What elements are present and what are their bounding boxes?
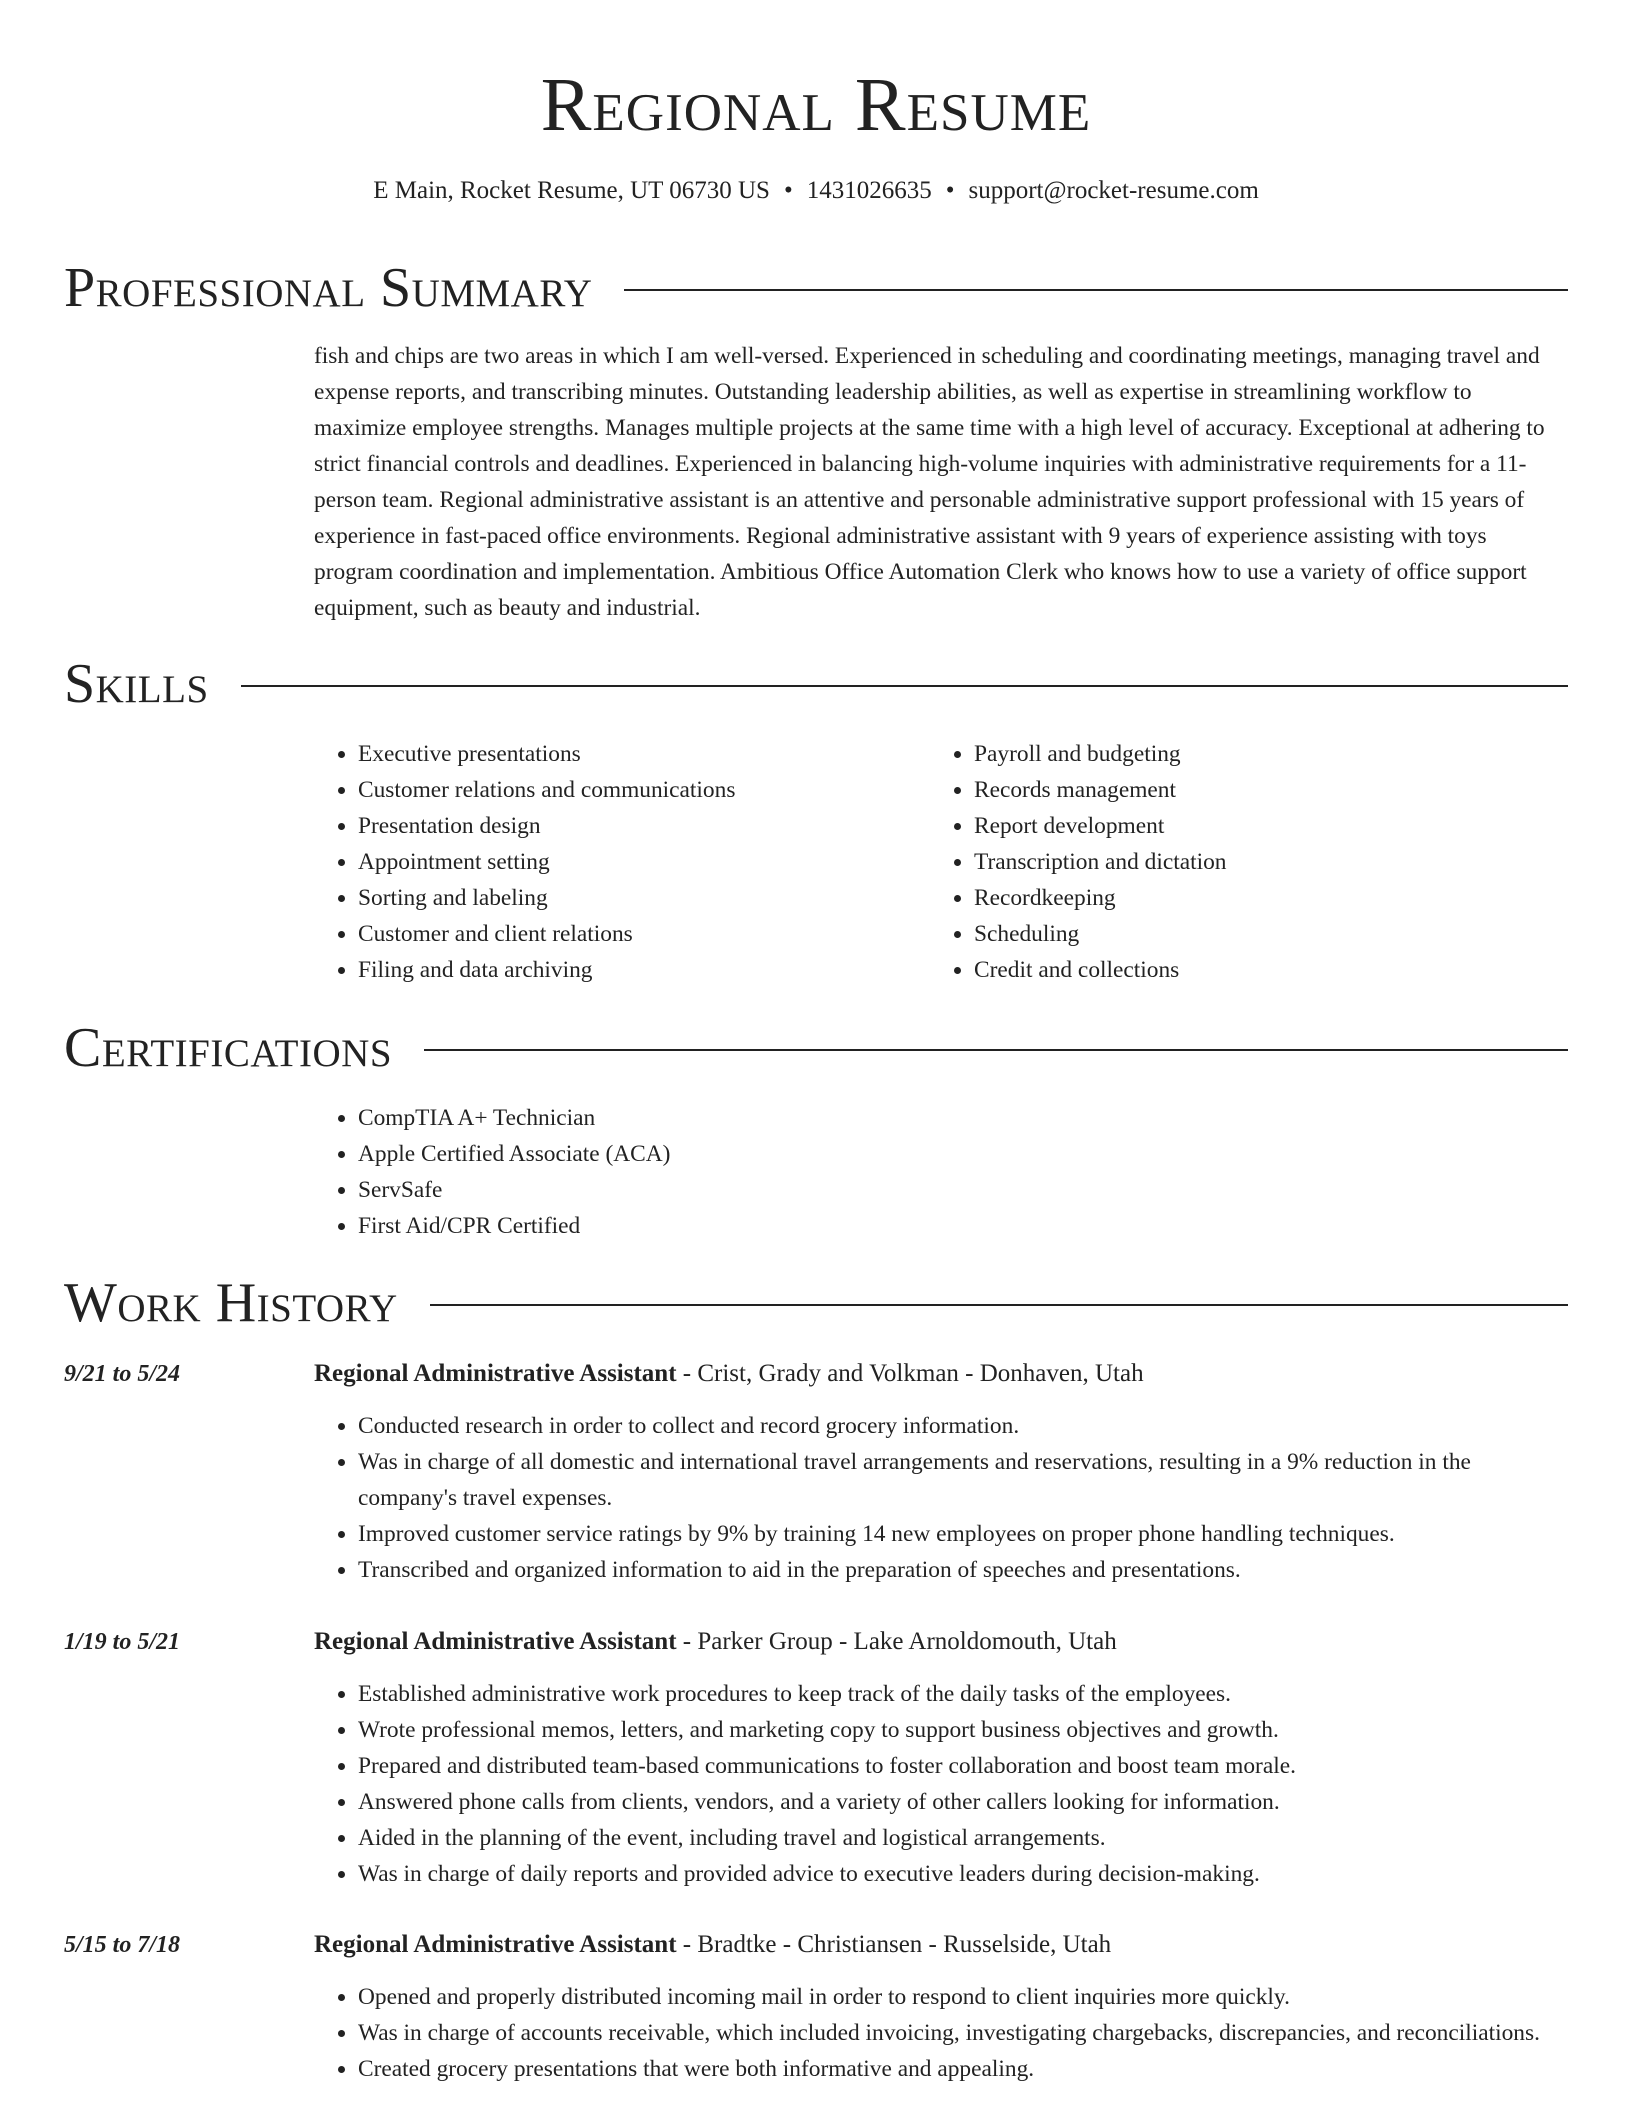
summary-section-header: [64, 256, 1568, 320]
job-bullet: • Improved customer service ratings by 9% by training 14 new employees on proper phone handling techniques.: [358, 1516, 1568, 1552]
skills-column-right: [930, 736, 1546, 988]
certification-item: • First Aid/CPR Certified: [358, 1208, 1564, 1244]
job-bullet: • Answered phone calls from clients, vendors, and a variety of other callers looking for information.: [358, 1784, 1568, 1820]
section-divider: [430, 1304, 1568, 1306]
certifications-heading: Certifications: [64, 1017, 393, 1079]
job-bullet: • Was in charge of accounts receivable, which included invoicing, investigating chargebacks, discrepancies, and reconciliations.: [358, 2015, 1568, 2051]
skill-item: • Report development: [974, 808, 1546, 844]
job-bullets: [314, 1676, 1568, 1892]
skills-column-left: [314, 736, 930, 988]
skill-item: • Credit and collections: [974, 952, 1546, 988]
job-company-location: - Crist, Grady and Volkman - Donhaven, Utah: [676, 1360, 1144, 1387]
certification-item: • CompTIA A+ Technician: [358, 1100, 1564, 1136]
phone: 1431026635: [806, 177, 932, 204]
skill-item: • Scheduling: [974, 916, 1546, 952]
job-bullets: [314, 1408, 1568, 1588]
job-title-line: [314, 1927, 1568, 1963]
candidate-name: Regional Resume: [540, 63, 1092, 147]
job-company-location: - Parker Group - Lake Arnoldomouth, Utah: [676, 1628, 1117, 1655]
skill-item: • Records management: [974, 772, 1546, 808]
job-title: Regional Administrative Assistant: [314, 1628, 677, 1655]
skill-item: • Filing and data archiving: [358, 952, 930, 988]
skill-item: • Customer and client relations: [358, 916, 930, 952]
certification-item: • ServSafe: [358, 1172, 1564, 1208]
job-title-line: [314, 1624, 1568, 1660]
job-bullets: [314, 1979, 1568, 2087]
section-divider: [624, 289, 1568, 291]
job-bullet: • Was in charge of all domestic and international travel arrangements and reservations, resulting in a 9% reduction in the company's travel expenses.: [358, 1444, 1568, 1516]
job-dates: 5/15 to 7/18: [64, 1932, 181, 1958]
contact-line: [0, 176, 1632, 206]
job-bullet: • Created grocery presentations that were both informative and appealing.: [358, 2051, 1568, 2087]
certifications-list: [314, 1100, 1564, 1244]
skill-item: • Executive presentations: [358, 736, 930, 772]
job-bullet: • Wrote professional memos, letters, and marketing copy to support business objectives and growth.: [358, 1712, 1568, 1748]
job-bullet: • Transcribed and organized information to aid in the preparation of speeches and presentations.: [358, 1552, 1568, 1588]
contact-separator: •: [945, 177, 955, 204]
skill-item: • Presentation design: [358, 808, 930, 844]
section-divider: [424, 1049, 1568, 1051]
job-bullet: • Opened and properly distributed incoming mail in order to respond to client inquiries more quickly.: [358, 1979, 1568, 2015]
email: support@rocket-resume.com: [968, 177, 1259, 204]
skills-heading: Skills: [64, 653, 209, 715]
job-bullet: • Aided in the planning of the event, including travel and logistical arrangements.: [358, 1820, 1568, 1856]
skill-item: • Appointment setting: [358, 844, 930, 880]
certification-item: • Apple Certified Associate (ACA): [358, 1136, 1564, 1172]
job-bullet: • Established administrative work procedures to keep track of the daily tasks of the employees.: [358, 1676, 1568, 1712]
job-bullet: • Prepared and distributed team-based communications to foster collaboration and boost team morale.: [358, 1748, 1568, 1784]
skill-item: • Customer relations and communications: [358, 772, 930, 808]
skills-section-header: [64, 652, 1568, 716]
skill-item: • Recordkeeping: [974, 880, 1546, 916]
job-dates: 9/21 to 5/24: [64, 1361, 181, 1387]
summary-text: fish and chips are two areas in which I am well-versed. Experienced in scheduling and coordinating meetings, managing travel and expense reports, and transcribing minutes. Outstanding leadership abilities, as well as expertise in streamlining workflow to maximize employee strengths. Manages multiple projects at the same time with a high level of accuracy. Exceptional at adhering to strict financial controls and deadlines. Experienced in balancing high-volume inquiries with administrative requirements for a 11-person team. Regional administrative assistant is an attentive and personable administrative support professional with 15 years of experience in fast-paced office environments. Regional administrative assistant with 9 years of experience assisting with toys program coordination and implementation. Ambitious Office Automation Clerk who knows how to use a variety of office support equipment, such as beauty and industrial.: [314, 343, 1545, 621]
skills-list: [314, 736, 1564, 988]
work-section-header: [64, 1271, 1568, 1335]
address: E Main, Rocket Resume, UT 06730 US: [373, 177, 770, 204]
summary-heading: Professional Summary: [64, 257, 593, 319]
work-heading: Work History: [64, 1272, 398, 1334]
certifications-section-header: [64, 1016, 1568, 1080]
job-company-location: - Bradtke - Christiansen - Russelside, Utah: [676, 1931, 1112, 1958]
section-divider: [241, 685, 1568, 687]
job-bullet: • Conducted research in order to collect and record grocery information.: [358, 1408, 1568, 1444]
job-title: Regional Administrative Assistant: [314, 1931, 677, 1958]
job-title-line: [314, 1356, 1568, 1392]
skill-item: • Sorting and labeling: [358, 880, 930, 916]
contact-separator: •: [783, 177, 793, 204]
job-dates: 1/19 to 5/21: [64, 1629, 181, 1655]
skill-item: • Transcription and dictation: [974, 844, 1546, 880]
job-bullet: • Was in charge of daily reports and provided advice to executive leaders during decision-making.: [358, 1856, 1568, 1892]
skill-item: • Payroll and budgeting: [974, 736, 1546, 772]
job-title: Regional Administrative Assistant: [314, 1360, 677, 1387]
